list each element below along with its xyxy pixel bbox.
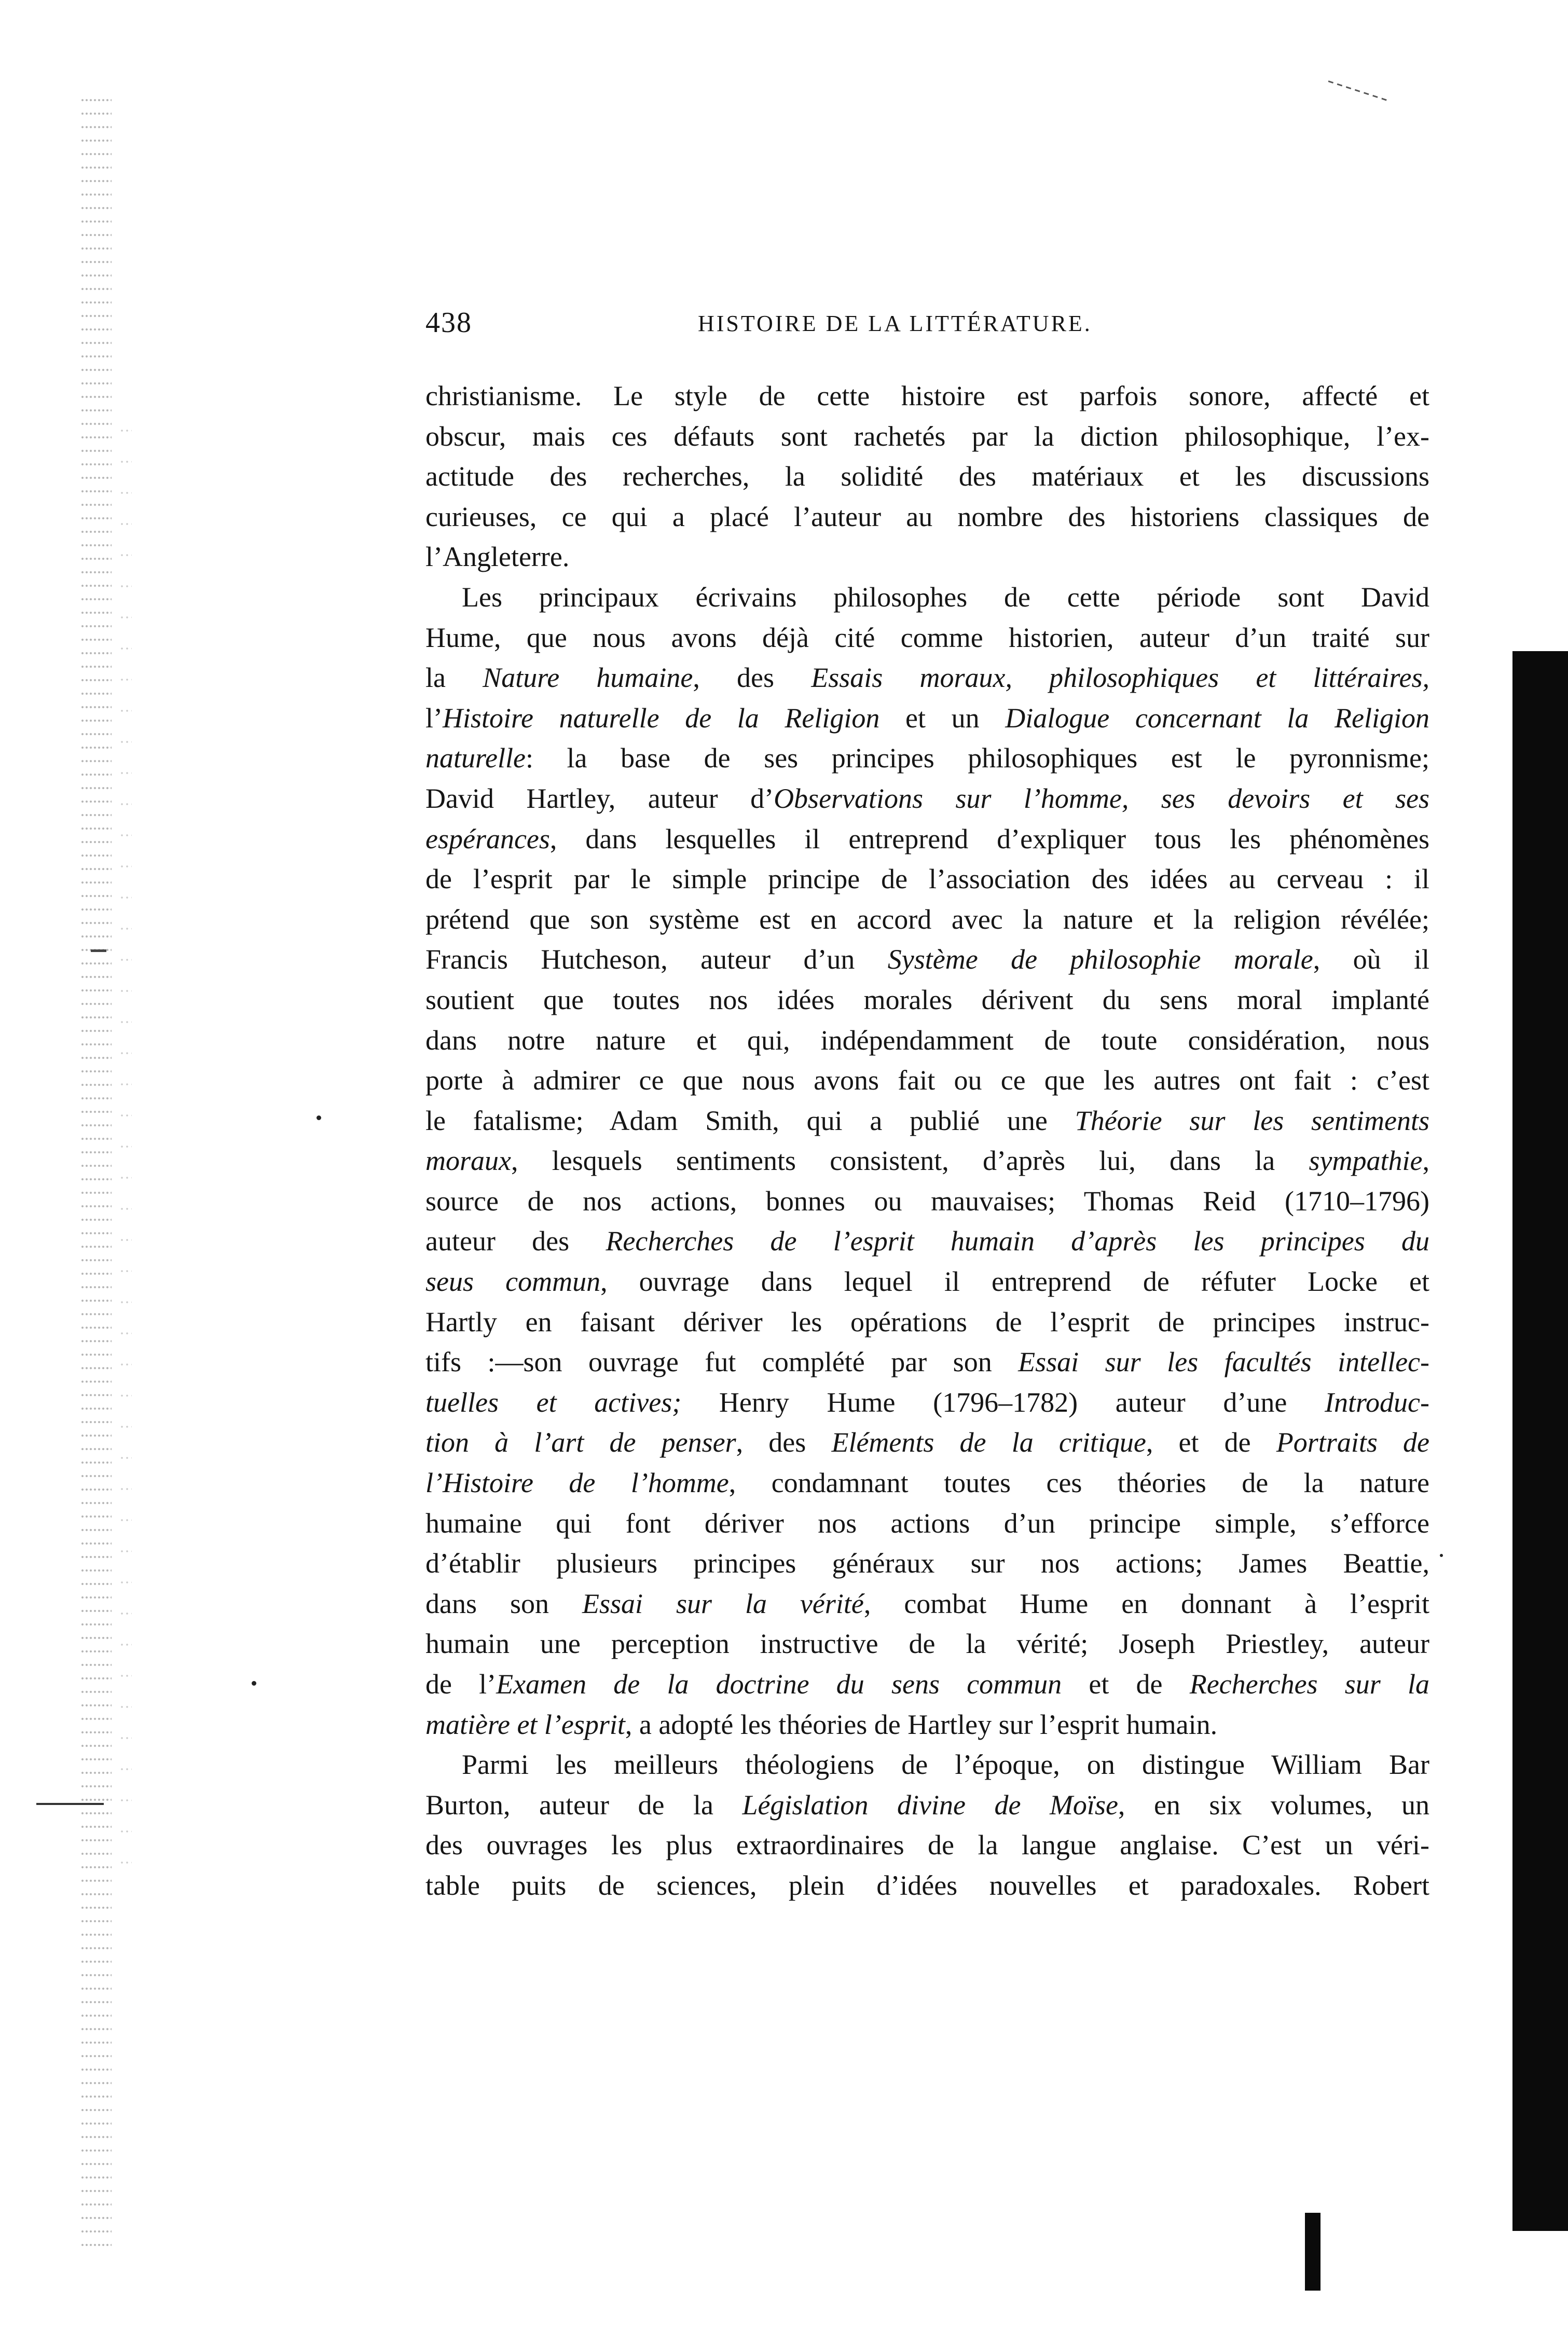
text-line [425,537,1429,577]
running-title: HISTOIRE DE LA LITTÉRATURE. [698,311,1092,336]
text-segment: Burton, auteur de la [425,1789,742,1821]
italic-title-text: naturelle [425,742,526,774]
italic-title-text: Essais moraux, philosophiques et littéraires, [811,662,1430,694]
text-segment: , [1422,1145,1429,1177]
text-segment: , des [736,1427,832,1458]
scan-dot [1440,1554,1443,1557]
text-segment: , et de [1146,1427,1276,1458]
text-segment: actitude des recherches, la solidité des matériaux et les discussions [425,461,1429,492]
italic-title-text: Recherches de l’esprit humain d’après les principes du [606,1225,1430,1257]
italic-title-text: Nature humaine [483,662,693,694]
body-text [425,376,1429,1906]
text-segment: dans notre nature et qui, indépendamment de toute considération, nous [425,1024,1429,1056]
text-line [425,417,1429,457]
text-line [425,1383,1429,1423]
text-line [425,1745,1429,1785]
text-line [425,1021,1429,1061]
text-segment: tifs :—son ouvrage fut complété par son [425,1346,1019,1378]
italic-title-text: Théorie sur les sentiments [1075,1105,1429,1136]
text-line [425,900,1429,940]
text-segment: Henry Hume (1796–1782) auteur d’une [681,1386,1325,1418]
text-line [425,859,1429,900]
text-line [425,1181,1429,1222]
text-line [425,1705,1429,1745]
scan-speckle-left [80,93,112,2247]
text-segment: Les principaux écrivains philosophes de cette période sont David [462,581,1429,613]
running-head [425,306,1429,348]
italic-title-text: Examen de la doctrine du sens commun [496,1669,1062,1700]
text-line [425,1342,1429,1383]
italic-title-text: Législation divine de Moïse [742,1789,1118,1821]
text-line [425,1866,1429,1906]
italic-title-text: Observations sur l’homme, ses devoirs et ses [774,782,1429,814]
text-line [425,1423,1429,1463]
text-segment: soutient que toutes nos idées morales dérivent du sens moral implanté [425,984,1429,1015]
text-segment: humaine qui font dériver nos actions d’un principe simple, s’efforce [425,1507,1429,1539]
text-line [425,1584,1429,1624]
text-segment: humain une perception instructive de la vérité; Joseph Priestley, auteur [425,1628,1429,1660]
text-segment: , ouvrage dans lequel il entreprend de réfuter Locke et [600,1266,1429,1298]
italic-title-text: Essai sur la vérité [582,1588,864,1619]
text-segment: , des [693,662,811,694]
italic-title-text: Introduc- [1325,1386,1429,1418]
italic-title-text: tion à l’art de penser [425,1427,736,1458]
text-line [425,1785,1429,1826]
text-segment: , condamnant toutes ces théories de la nature [728,1467,1429,1499]
text-line [425,577,1429,618]
text-line [425,1221,1429,1262]
italic-title-text: seus commun [425,1266,601,1298]
text-line [425,779,1429,819]
scan-edge-mark [36,1803,104,1805]
text-segment: Parmi les meilleurs théologiens de l’époque, on distingue William Bar [462,1749,1429,1781]
text-line [425,1463,1429,1504]
text-segment: : la base de ses principes philosophiques est le pyronnisme; [525,742,1429,774]
text-segment: , lesquels sentiments consistent, d’après lui, dans la [511,1145,1309,1177]
text-segment: de l’ [425,1669,497,1700]
text-segment: et de [1062,1669,1190,1700]
scan-binding-shadow [1512,651,1568,2231]
text-line [425,1262,1429,1302]
text-line [425,1101,1429,1141]
text-segment: David Hartley, auteur d’ [425,782,774,814]
text-line [425,940,1429,980]
text-segment: Hume, que nous avons déjà cité comme historien, auteur d’un traité sur [425,622,1429,653]
page-number: 438 [425,307,472,339]
text-segment: des ouvrages les plus extraordinaires de la langue anglaise. C’est un véri- [425,1829,1429,1861]
text-line [425,618,1429,658]
text-line [425,1141,1429,1181]
italic-title-text: moraux [425,1145,511,1177]
italic-title-text: Histoire naturelle de la Religion [443,702,880,734]
text-line [425,1624,1429,1664]
scan-dot [252,1681,256,1686]
text-segment: , combat Hume en donnant à l’esprit [863,1588,1429,1619]
scan-bottom-mark [1305,2213,1321,2291]
text-segment: obscur, mais ces défauts sont rachetés par la diction philosophique, l’ex- [425,420,1429,452]
text-segment: porte à admirer ce que nous avons fait ou ce que les autres ont fait : c’est [425,1065,1429,1096]
text-segment: l’ [425,702,443,734]
text-line [425,1664,1429,1705]
text-line [425,698,1429,739]
text-line [425,1544,1429,1584]
text-line [425,1504,1429,1544]
text-line [425,1825,1429,1866]
text-segment: prétend que son système est en accord avec la nature et la religion révélée; [425,903,1429,935]
text-segment: dans son [425,1588,582,1619]
text-segment: , en six volumes, un [1118,1789,1429,1821]
text-segment: table puits de sciences, plein d’idées nouvelles et paradoxales. Robert [425,1869,1429,1901]
italic-title-text: Dialogue concernant la Religion [1005,702,1430,734]
text-segment: curieuses, ce qui a placé l’auteur au nombre des historiens classiques de [425,501,1429,532]
text-line [425,1302,1429,1343]
scan-dot [317,1115,321,1120]
text-segment: le fatalisme; Adam Smith, qui a publié une [425,1105,1075,1136]
italic-title-text: Essai sur les facultés intellec- [1018,1346,1429,1378]
text-segment: et un [879,702,1006,734]
text-line [425,457,1429,497]
text-line [425,1060,1429,1101]
text-segment: la [425,662,483,694]
text-segment: source de nos actions, bonnes ou mauvaises; Thomas Reid (1710–1796) [425,1185,1429,1217]
text-segment: l’Angleterre. [425,541,570,573]
scan-speckle-left-inner [119,415,132,1868]
text-line [425,658,1429,698]
italic-title-text: sympathie [1309,1145,1423,1177]
text-segment: auteur des [425,1225,606,1257]
italic-title-text: Portraits de [1276,1427,1429,1458]
text-segment: Hartly en faisant dériver les opérations de l’esprit de principes instruc- [425,1306,1429,1338]
text-segment: , dans lesquelles il entreprend d’expliquer tous les phénomènes [549,823,1429,855]
text-line [425,819,1429,860]
text-segment: , a adopté les théories de Hartley sur l’esprit humain. [625,1708,1218,1740]
text-segment: de l’esprit par le simple principe de l’association des idées au cerveau : il [425,863,1429,895]
scan-edge-mark-small [91,949,106,952]
italic-title-text: Eléments de la critique [831,1427,1146,1458]
italic-title-text: matière et l’esprit [425,1708,625,1740]
text-segment: christianisme. Le style de cette histoire est parfois sonore, affecté et [425,380,1429,411]
text-line [425,738,1429,779]
italic-title-text: Recherches sur la [1189,1669,1429,1700]
italic-title-text: espérances [425,823,550,855]
italic-title-text: Système de philosophie morale [887,944,1313,975]
text-line [425,980,1429,1021]
text-segment: , où il [1313,944,1430,975]
text-line [425,497,1429,538]
text-segment: Francis Hutcheson, auteur d’un [425,944,888,975]
scan-corner-mark [1328,80,1388,101]
text-line [425,376,1429,417]
italic-title-text: l’Histoire de l’homme [425,1467,729,1499]
text-segment: d’établir plusieurs principes généraux sur nos actions; James Beattie, [425,1548,1429,1579]
italic-title-text: tuelles et actives; [425,1386,682,1418]
